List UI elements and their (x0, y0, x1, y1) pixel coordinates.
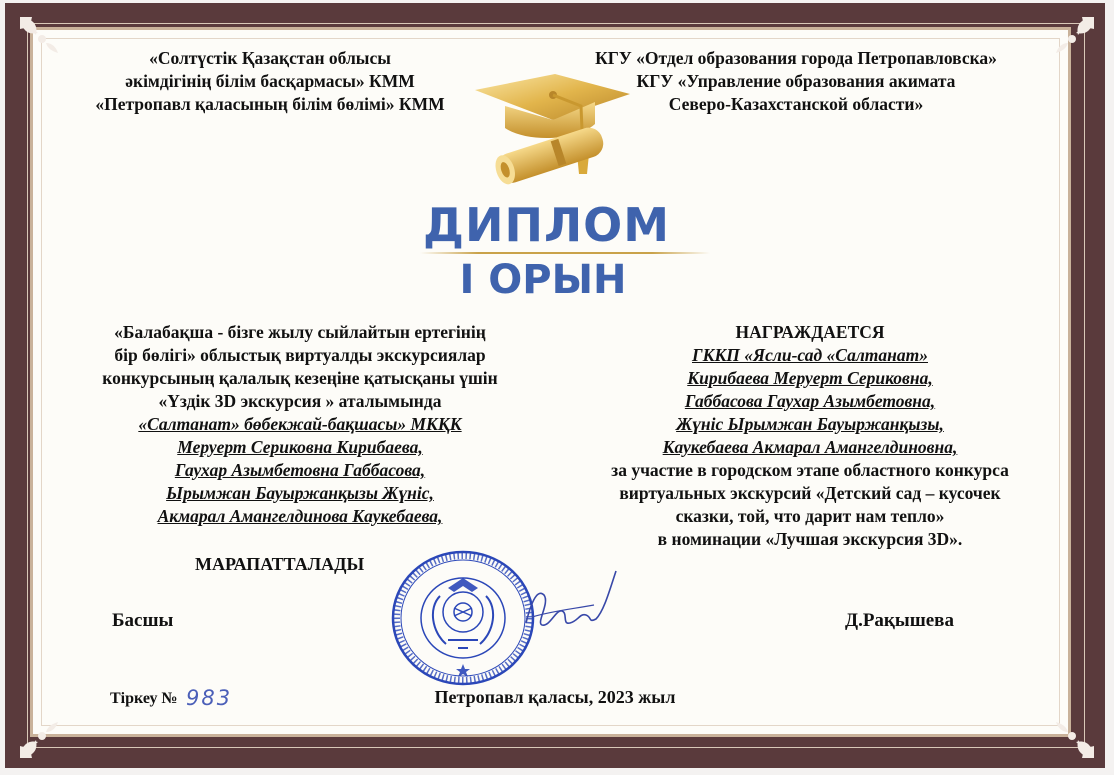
right-body-line: за участие в городском этапе областного конкурса (611, 460, 1009, 480)
right-name-line: ГККП «Ясли-сад «Салтанат» (692, 345, 928, 365)
right-name-line: Кирибаева Меруерт Сериковна, (687, 368, 933, 388)
corner-ornament-bottom-right-icon (1052, 716, 1098, 762)
right-body-line: сказки, той, что дарит нам тепло» (675, 506, 945, 526)
left-body-line: бір бөлігі» облыстық виртуалды экскурсиялар (114, 345, 486, 365)
left-body-line: «Балабақша - бізге жылу сыйлайтын ертегінің (114, 322, 486, 342)
left-body-line: конкурсының қалалық кезеңіне қатысқаны үшін (102, 368, 498, 388)
left-name-line: Акмарал Амангелдинова Каукебаева, (157, 506, 443, 526)
left-name-line: «Салтанат» бөбекжай-бақшасы» МКҚК (138, 414, 462, 434)
right-body-line: виртуальных экскурсий «Детский сад – кусочек (619, 483, 1001, 503)
right-names (560, 344, 1060, 459)
corner-ornament-top-right-icon (1052, 13, 1098, 59)
official-stamp-icon (388, 548, 538, 688)
right-award: НАГРАЖДАЕТСЯ (735, 322, 885, 342)
left-names (60, 413, 540, 528)
header-right-line: Северо-Казахстанской области» (668, 94, 924, 114)
corner-ornament-top-left-icon (16, 13, 62, 59)
right-name-line: Габбасова Гаухар Азымбетовна, (684, 391, 936, 411)
right-body-line: в номинации «Лучшая экскурсия 3D». (657, 529, 963, 549)
header-right-line: КГУ «Отдел образования города Петропавловска» (595, 48, 997, 68)
left-body (60, 321, 540, 413)
header-left (70, 47, 470, 116)
signature-icon (522, 565, 622, 645)
registration-number: 983 (186, 686, 233, 710)
left-name-line: Меруерт Сериковна Кирибаева, (177, 437, 423, 457)
right-name-line: Жүніс Ырымжан Бауыржанқызы, (676, 414, 944, 434)
place-title: І ОРЫН (459, 257, 627, 303)
header-right-line: КГУ «Управление образования акимата (636, 71, 956, 91)
left-body-line: «Үздік 3D экскурсия » аталымында (158, 391, 442, 411)
header-left-line: «Солтүстік Қазақстан облысы (149, 48, 391, 68)
diploma-title: ДИПЛОМ (423, 198, 671, 252)
left-name-line: Ырымжан Бауыржанқызы Жүніс, (166, 483, 434, 503)
right-body (560, 459, 1060, 551)
signatory-name: Д.Рақышева (845, 610, 954, 631)
corner-ornament-bottom-left-icon (16, 716, 62, 762)
footer-city-year: Петропавл қаласы, 2023 жыл (434, 687, 676, 707)
header-left-line: «Петропавл қаласының білім бөлімі» КММ (95, 94, 445, 114)
graduation-cap-icon (465, 62, 635, 212)
registration-label: Тіркеу № (110, 690, 178, 707)
header-right (566, 47, 1026, 116)
left-name-line: Гаухар Азымбетовна Габбасова, (174, 460, 426, 480)
head-label: Басшы (112, 610, 174, 631)
header-left-line: әкімдігінің білім басқармасы» КММ (125, 71, 415, 91)
right-name-line: Каукебаева Акмарал Амангелдиновна, (662, 437, 958, 457)
left-award: МАРАПАТТАЛАДЫ (195, 554, 365, 574)
